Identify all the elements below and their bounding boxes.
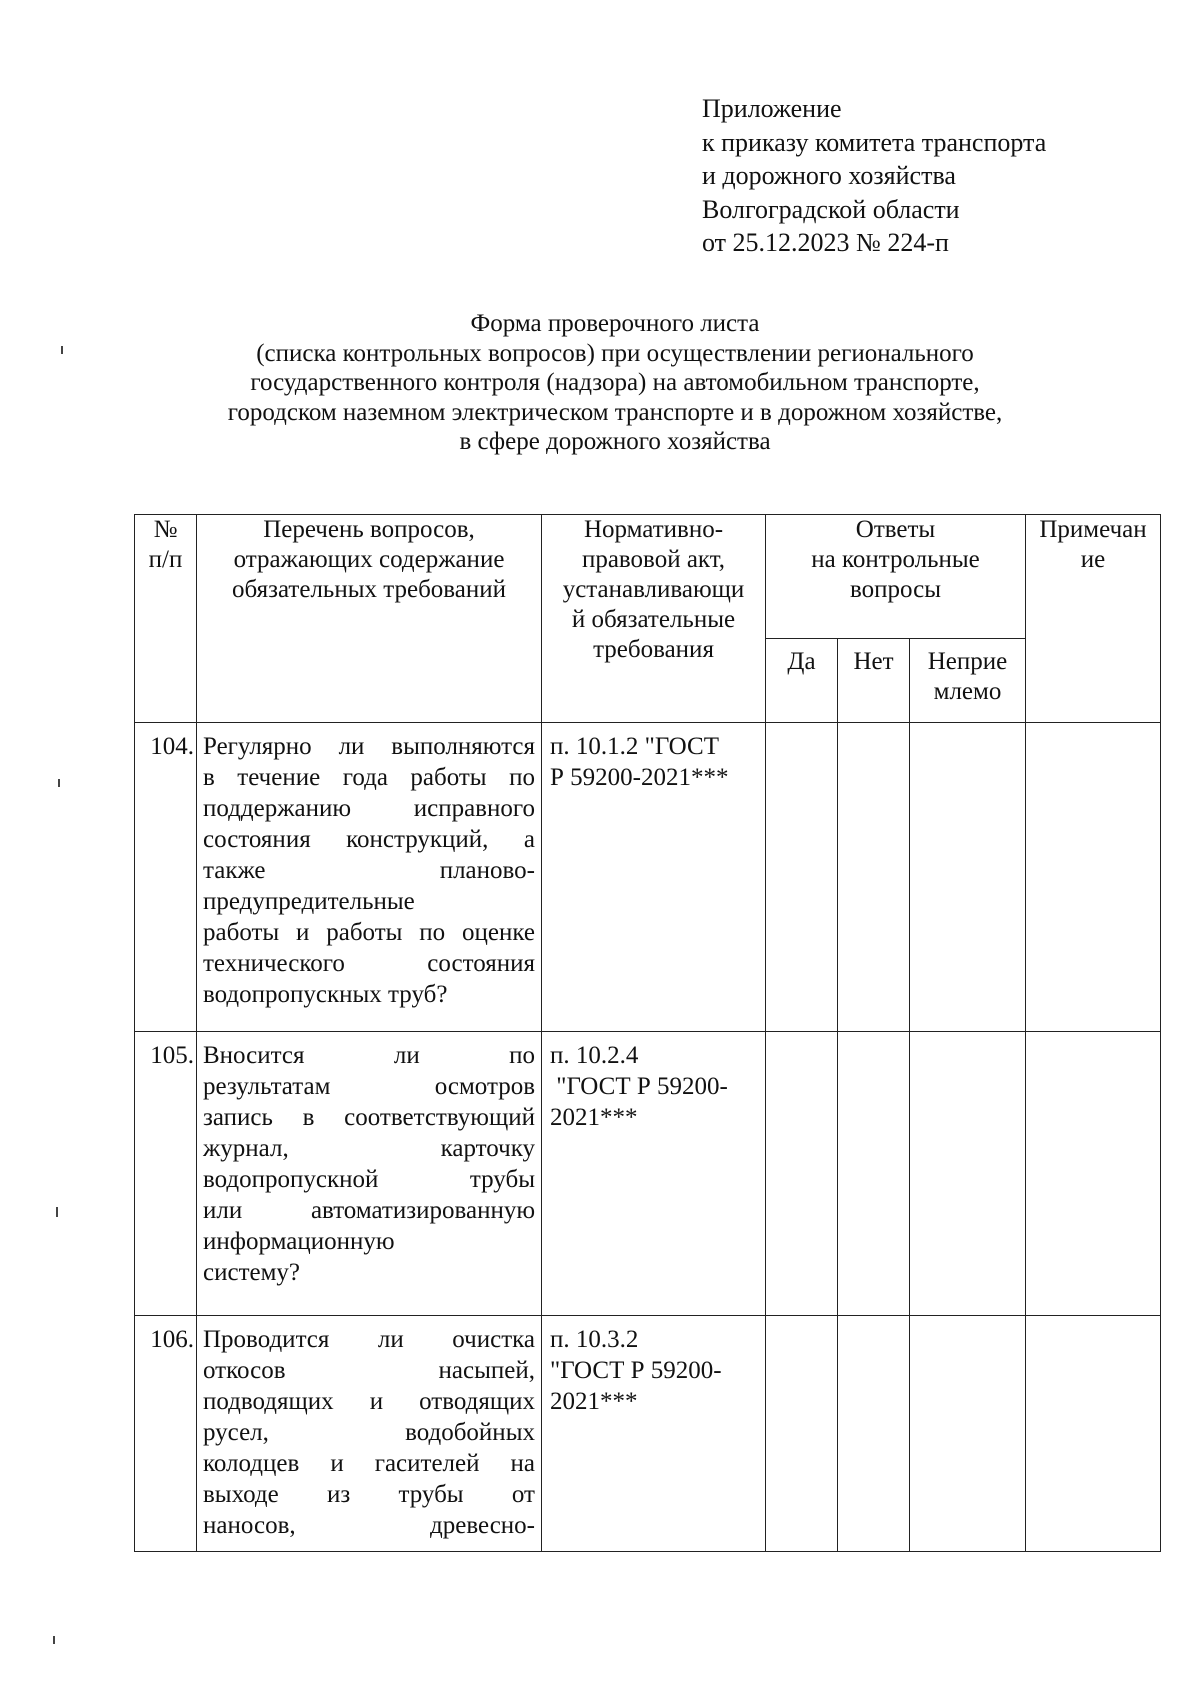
question-line: запись в соответствующий (203, 1104, 535, 1131)
margin-mark (58, 779, 60, 787)
question-line: информационную (203, 1228, 395, 1255)
header-yes: Да (766, 639, 838, 723)
title-line: государственного контроля (надзора) на автомобильном транспорте, (250, 369, 980, 396)
question-line: состояния конструкций, а (203, 826, 535, 853)
table-row (135, 723, 1161, 1032)
question-line: работы и работы по оценке (203, 919, 535, 946)
answer-yes-cell[interactable] (766, 723, 838, 1032)
header-no: Нет (838, 639, 910, 723)
question-line: Проводится ли очистка (203, 1326, 535, 1353)
answer-yes-cell[interactable] (766, 1316, 838, 1552)
question-line: или автоматизированную (203, 1197, 535, 1224)
question-cell (197, 1032, 542, 1316)
question-line: журнал, карточку (203, 1135, 535, 1162)
row-number: 105. (135, 1032, 197, 1316)
title-line: (списка контрольных вопросов) при осуществлении регионального (256, 339, 974, 367)
legal-act-cell: п. 10.2.4 "ГОСТ Р 59200- 2021*** (542, 1032, 766, 1316)
question-line: систему? (203, 1259, 301, 1286)
answer-yes-cell[interactable] (766, 1032, 838, 1316)
question-line: поддержанию исправного (203, 795, 535, 822)
question-cell (197, 1316, 542, 1552)
question-line: подводящих и отводящих (203, 1388, 535, 1415)
checklist-table (134, 514, 1161, 1552)
question-line: технического состояния (203, 950, 535, 977)
answer-no-cell[interactable] (838, 1316, 910, 1552)
answer-no-cell[interactable] (838, 1032, 910, 1316)
question-line: результатам осмотров (203, 1073, 535, 1100)
legal-act-cell: п. 10.3.2 "ГОСТ Р 59200- 2021*** (542, 1316, 766, 1552)
row-number: 106. (135, 1316, 197, 1552)
question-line: водопропускной трубы (203, 1166, 535, 1193)
question-cell (197, 723, 542, 1032)
question-line: откосов насыпей, (203, 1357, 535, 1384)
header-answers: Ответы на контрольные вопросы (766, 515, 1026, 639)
margin-mark (56, 1207, 58, 1217)
appendix-header (702, 92, 1122, 260)
title-line: городском наземном электрическом транспорте и в дорожном хозяйстве, (227, 398, 1003, 426)
form-title (120, 309, 1110, 457)
appendix-line: и дорожного хозяйства (702, 161, 956, 190)
appendix-line: Волгоградской области (702, 194, 960, 224)
table-row (135, 1032, 1161, 1316)
appendix-line: к приказу комитета транспорта (702, 127, 1047, 157)
table-row (135, 1316, 1161, 1552)
answer-na-cell[interactable] (910, 723, 1026, 1032)
legal-act-cell: п. 10.1.2 "ГОСТ Р 59200-2021*** (542, 723, 766, 1032)
note-cell[interactable] (1026, 1316, 1161, 1552)
answer-na-cell[interactable] (910, 1316, 1026, 1552)
appendix-line: Приложение (702, 94, 842, 123)
question-line: выходе из трубы от (203, 1481, 535, 1508)
header-not-applicable: Неприе млемо (910, 639, 1026, 723)
question-line: Регулярно ли выполняются (203, 733, 535, 760)
answer-no-cell[interactable] (838, 723, 910, 1032)
question-line: также планово- (203, 857, 535, 884)
question-line: наносов, древесно- (203, 1512, 535, 1539)
question-line: в течение года работы по (203, 764, 535, 791)
appendix-line: от 25.12.2023 № 224-п (702, 228, 949, 257)
question-line: водопропускных труб? (203, 981, 448, 1008)
answer-na-cell[interactable] (910, 1032, 1026, 1316)
header-note: Примечан ие (1026, 515, 1161, 723)
title-line: Форма проверочного листа (470, 310, 760, 337)
question-line: русел, водобойных (203, 1419, 535, 1446)
question-line: Вносится ли по (203, 1042, 535, 1069)
question-line: предупредительные (203, 888, 415, 915)
title-line: в сфере дорожного хозяйства (459, 428, 771, 455)
margin-mark (61, 346, 63, 354)
question-line: колодцев и гасителей на (203, 1450, 535, 1477)
margin-mark (53, 1636, 55, 1644)
row-number: 104. (135, 723, 197, 1032)
note-cell[interactable] (1026, 1032, 1161, 1316)
header-legal-act: Нормативно- правовой акт, устанавливающи й обязательные требования (542, 515, 766, 723)
note-cell[interactable] (1026, 723, 1161, 1032)
header-questions: Перечень вопросов, отражающих содержание обязательных требований (197, 515, 542, 723)
header-num: № п/п (135, 515, 197, 723)
